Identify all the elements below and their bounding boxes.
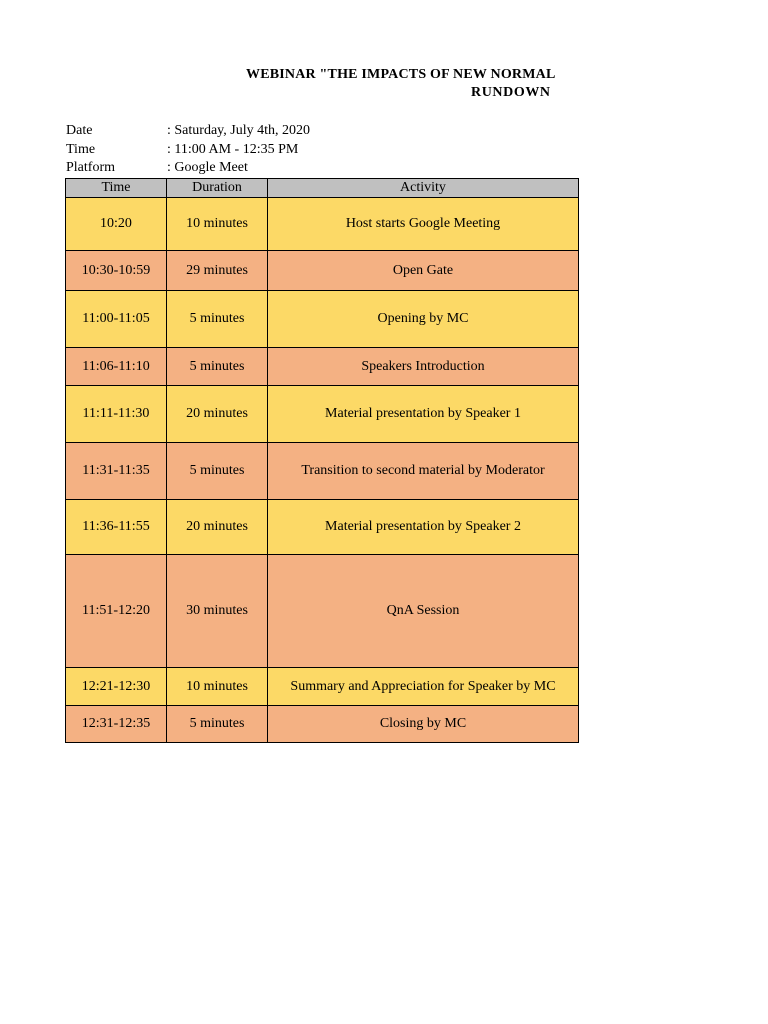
table-row: [66, 291, 579, 348]
cell-time: 11:31-11:35: [66, 443, 167, 500]
cell-duration: 29 minutes: [167, 251, 268, 291]
cell-duration: 5 minutes: [167, 348, 268, 386]
cell-duration: 10 minutes: [167, 198, 268, 251]
header-duration: Duration: [167, 179, 268, 198]
meta-date-value: : Saturday, July 4th, 2020: [167, 123, 310, 138]
meta-platform-label: Platform: [66, 160, 115, 175]
table-row: [66, 348, 579, 386]
meta-date-label: Date: [66, 123, 93, 138]
cell-time: 12:31-12:35: [66, 706, 167, 743]
cell-time: 11:06-11:10: [66, 348, 167, 386]
cell-time: 11:51-12:20: [66, 555, 167, 668]
table-row: [66, 386, 579, 443]
cell-duration: 10 minutes: [167, 668, 268, 706]
cell-activity: Transition to second material by Moderator: [268, 443, 579, 500]
cell-duration: 5 minutes: [167, 706, 268, 743]
table-row: [66, 555, 579, 668]
meta-time: [66, 142, 298, 158]
cell-activity: Material presentation by Speaker 2: [268, 500, 579, 555]
cell-duration: 5 minutes: [167, 291, 268, 348]
cell-activity: Speakers Introduction: [268, 348, 579, 386]
table-row: [66, 668, 579, 706]
cell-activity: Closing by MC: [268, 706, 579, 743]
header-time: Time: [66, 179, 167, 198]
table-row: [66, 706, 579, 743]
cell-time: 10:30-10:59: [66, 251, 167, 291]
cell-activity: Opening by MC: [268, 291, 579, 348]
cell-duration: 5 minutes: [167, 443, 268, 500]
table-row: [66, 198, 579, 251]
cell-time: 11:36-11:55: [66, 500, 167, 555]
rundown-table: [65, 178, 579, 743]
cell-duration: 20 minutes: [167, 500, 268, 555]
cell-activity: Summary and Appreciation for Speaker by MC: [268, 668, 579, 706]
document-title: [0, 67, 578, 87]
meta-time-label: Time: [66, 142, 96, 157]
cell-activity: Open Gate: [268, 251, 579, 291]
table-row: [66, 500, 579, 555]
table-header-row: [66, 179, 579, 198]
cell-time: 11:11-11:30: [66, 386, 167, 443]
cell-activity: QnA Session: [268, 555, 579, 668]
meta-date: [66, 123, 310, 139]
cell-time: 12:21-12:30: [66, 668, 167, 706]
table-row: [66, 443, 579, 500]
document-title-text: WEBINAR "THE IMPACTS OF NEW NORMAL: [246, 67, 556, 82]
meta-platform-value: : Google Meet: [167, 160, 248, 175]
table-row: [66, 251, 579, 291]
meta-time-value: : 11:00 AM - 12:35 PM: [167, 142, 299, 157]
cell-activity: Material presentation by Speaker 1: [268, 386, 579, 443]
cell-duration: 30 minutes: [167, 555, 268, 668]
document-subtitle: RUNDOWN: [471, 85, 551, 100]
cell-time: 11:00-11:05: [66, 291, 167, 348]
meta-platform: [66, 160, 248, 176]
cell-duration: 20 minutes: [167, 386, 268, 443]
cell-time: 10:20: [66, 198, 167, 251]
cell-activity: Host starts Google Meeting: [268, 198, 579, 251]
header-activity: Activity: [268, 179, 579, 198]
